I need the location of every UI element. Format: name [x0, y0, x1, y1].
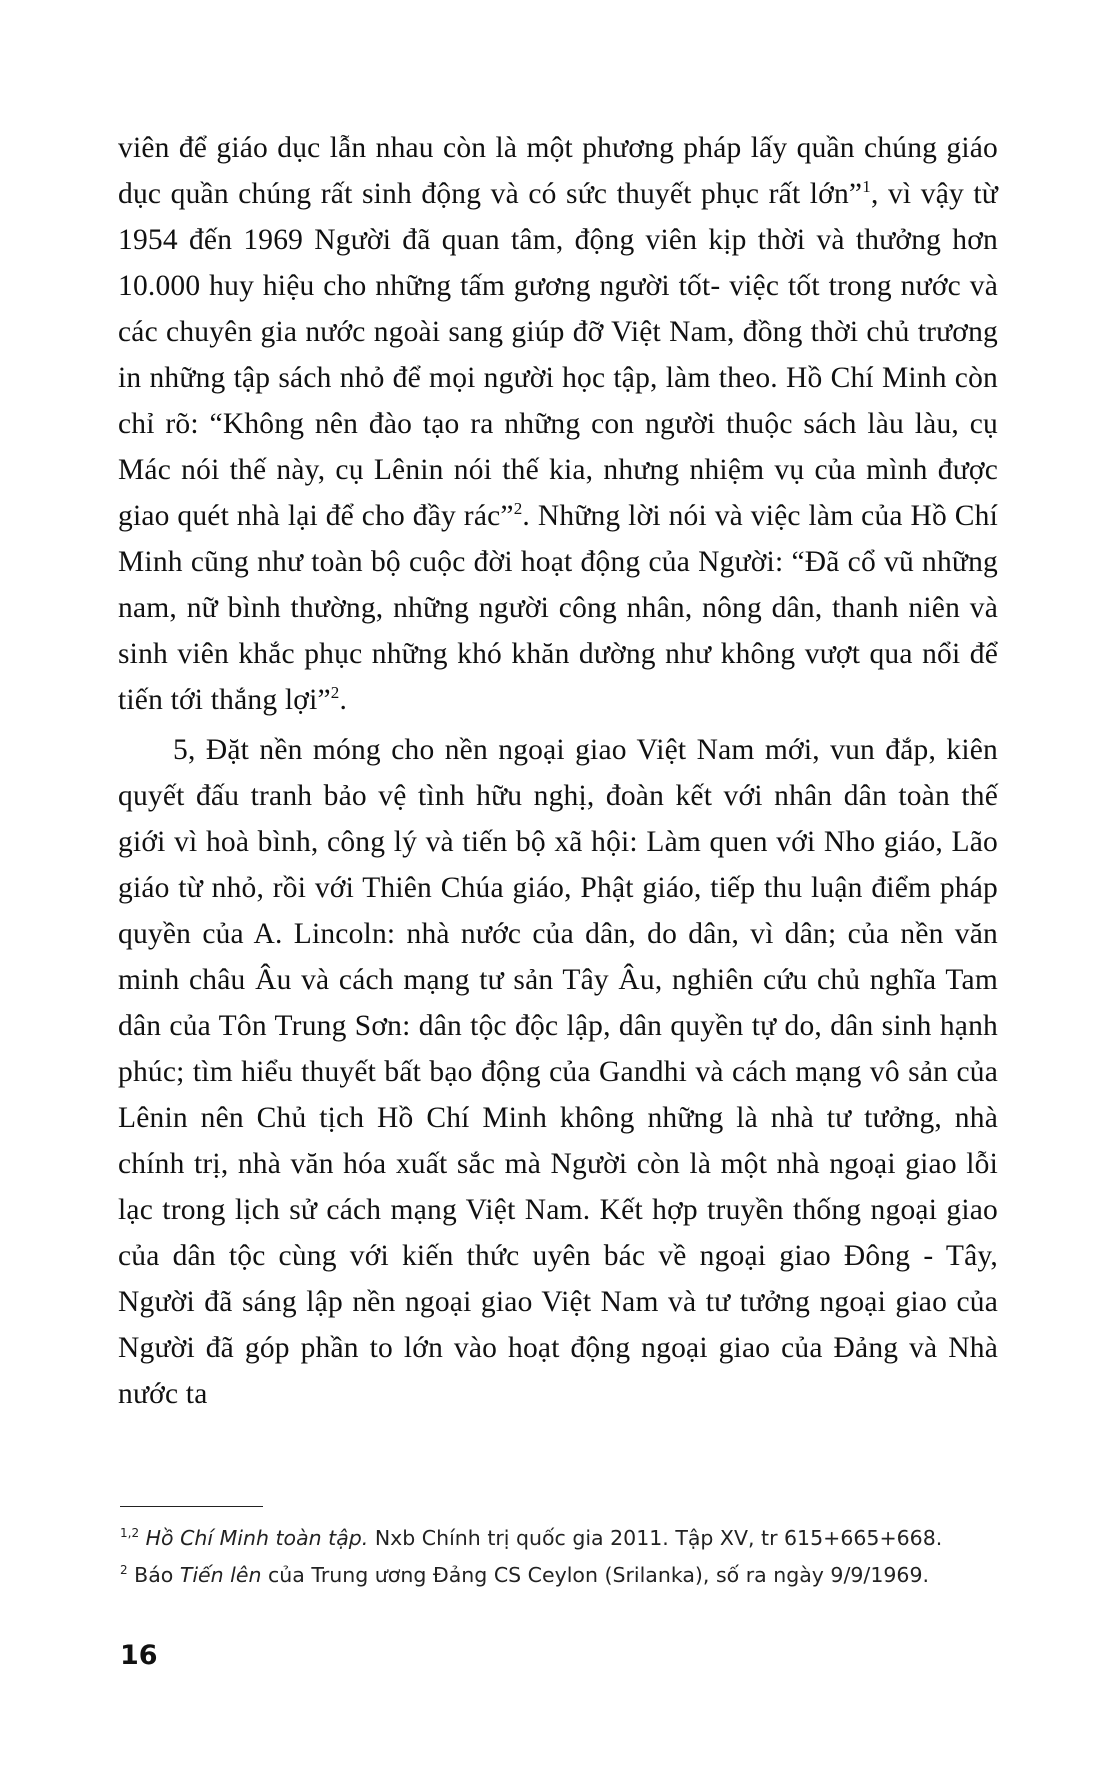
footnote-divider [120, 1506, 263, 1507]
footnote-ref-2: 2 [513, 499, 523, 519]
page-number: 16 [120, 1640, 158, 1671]
text-segment: , vì vậy từ 1954 đến 1969 Người đã quan tâm, động viên kịp thời và thưởng hơn 10.000 huy hiệu cho những tấm gương người tốt- việc tốt trong nước và các chuyên gia nước ngoài sang giúp đỡ Việt Nam, đồng thời chủ trương in những tập sách nhỏ để mọi người học tập, làm theo. Hồ Chí Minh còn chỉ rõ: “Không nên đào tạo ra những con người thuộc sách làu làu, cụ Mác nói thế này, cụ Lênin nói thế kia, nhưng nhiệm vụ của mình được giao quét nhà lại để cho đầy rác” [118, 178, 998, 532]
body-text [118, 125, 998, 1417]
text-segment: . Những lời nói và việc làm của Hồ Chí Minh cũng như toàn bộ cuộc đời hoạt động của Người: “Đã cổ vũ những nam, nữ bình thường, những người công nhân, nông dân, thanh niên và sinh viên khắc phục những khó khăn dường như không vượt qua nổi để tiến tới thắng lợi” [118, 500, 998, 716]
footnote-text: của Trung ương Đảng CS Ceylon (Srilanka), số ra ngày 9/9/1969. [261, 1563, 930, 1587]
footnote-marker: 2 [120, 1563, 128, 1578]
text-segment: . [339, 684, 348, 716]
text-segment: viên để giáo dục lẫn nhau còn là một phương pháp lấy quần chúng giáo dục quần chúng rất sinh động và có sức thuyết phục rất lớn” [118, 132, 998, 210]
paragraph-2 [118, 727, 998, 1417]
footnote-ref-1: 1 [862, 177, 871, 197]
footnote-ref-2b: 2 [330, 683, 340, 703]
footnote-1 [120, 1520, 1000, 1557]
footnote-marker: 1,2 [120, 1526, 140, 1541]
text-segment: 5, Đặt nền móng cho nền ngoại giao Việt Nam mới, vun đắp, kiên quyết đấu tranh bảo vệ tình hữu nghị, đoàn kết với nhân dân toàn thế giới vì hoà bình, công lý và tiến bộ xã hội: Làm quen với Nho giáo, Lão giáo từ nhỏ, rồi với Thiên Chúa giáo, Phật giáo, tiếp thu luận điểm pháp quyền của A. Lincoln: nhà nước của dân, do dân, vì dân; của nền văn minh châu Âu và cách mạng tư sản Tây Âu, nghiên cứu chủ nghĩa Tam dân của Tôn Trung Sơn: dân tộc độc lập, dân quyền tự do, dân sinh hạnh phúc; tìm hiểu thuyết bất bạo động của Gandhi và cách mạng vô sản của Lênin nên Chủ tịch Hồ Chí Minh không những là nhà tư tưởng, nhà chính trị, nhà văn hóa xuất sắc mà Người còn là một nhà ngoại giao lỗi lạc trong lịch sử cách mạng Việt Nam. Kết hợp truyền thống ngoại giao của dân tộc cùng với kiến thức uyên bác về ngoại giao Đông - Tây, Người đã sáng lập nền ngoại giao Việt Nam và tư tưởng ngoại giao của Người đã góp phần to lớn vào hoạt động ngoại giao của Đảng và Nhà nước ta [118, 734, 998, 1410]
footnote-2 [120, 1557, 1000, 1594]
footnote-source-title: Tiến lên [179, 1563, 262, 1587]
footnote-prefix: Báo [127, 1563, 180, 1587]
footnote-source-title: Hồ Chí Minh toàn tập. [145, 1526, 369, 1550]
paragraph-1 [118, 125, 998, 723]
footnotes [120, 1520, 1000, 1594]
footnote-text: Nxb Chính trị quốc gia 2011. Tập XV, tr 615+665+668. [368, 1526, 943, 1550]
